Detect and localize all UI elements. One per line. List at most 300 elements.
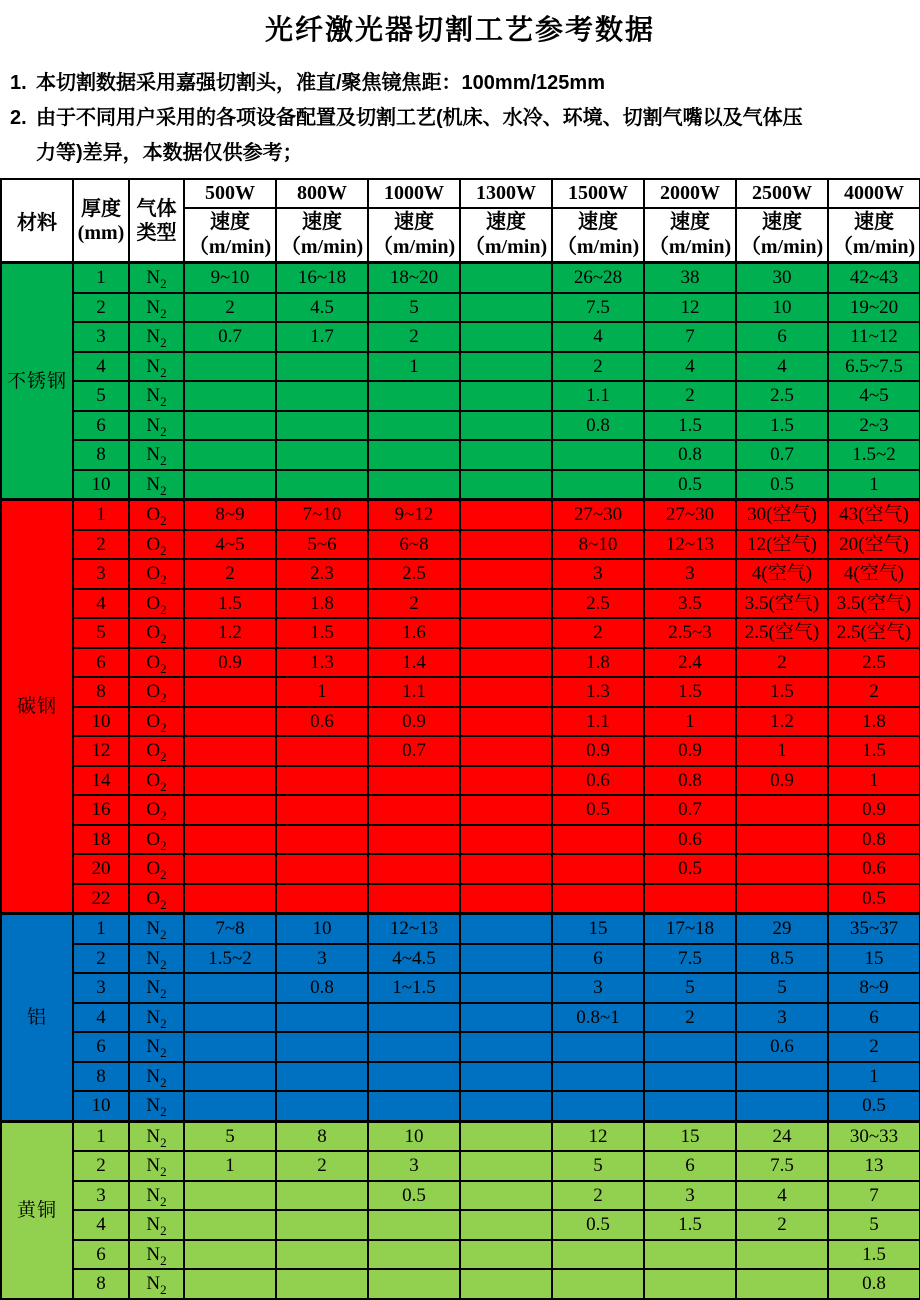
note-2-text-line1: 由于不同用户采用的各项设备配置及切割工艺(机床、水冷、环境、切割气嘴以及气体压 <box>36 107 803 129</box>
speed-value-cell <box>460 1121 552 1151</box>
speed-value-cell <box>460 1269 552 1299</box>
speed-value-cell: 1.8 <box>828 707 920 737</box>
table-row <box>1 1210 920 1240</box>
gas-cell: $N_2$ <box>129 1003 184 1033</box>
speed-value-cell <box>368 1269 460 1299</box>
speed-value-cell: 8.5 <box>736 944 828 974</box>
gas-cell: $O_2$ <box>129 736 184 766</box>
table-row <box>1 500 920 530</box>
speed-value-cell <box>368 440 460 470</box>
thickness-cell: 4 <box>73 1210 129 1240</box>
speed-value-cell <box>460 559 552 589</box>
note-1-text: 本切割数据采用嘉强切割头，准直/聚焦镜焦距：100mm/125mm <box>36 72 605 94</box>
thickness-cell: 3 <box>73 322 129 352</box>
speed-value-cell: 3 <box>552 973 644 1003</box>
thickness-cell: 6 <box>73 411 129 441</box>
speed-value-cell: 9~12 <box>368 500 460 530</box>
speed-value-cell: 0.5 <box>368 1181 460 1211</box>
speed-unit: （m/min) <box>740 236 824 258</box>
speed-value-cell: 4 <box>736 352 828 382</box>
speed-value-cell: 0.7 <box>184 322 276 352</box>
speed-value-cell: 0.8 <box>644 766 736 796</box>
gas-cell: $N_2$ <box>129 440 184 470</box>
speed-value-cell <box>736 825 828 855</box>
table-row <box>1 766 920 796</box>
speed-value-cell <box>460 944 552 974</box>
speed-value-cell: 1 <box>276 677 368 707</box>
table-row <box>1 973 920 1003</box>
speed-value-cell <box>460 973 552 1003</box>
speed-value-cell <box>276 854 368 884</box>
speed-value-cell: 3 <box>276 944 368 974</box>
table-row <box>1 1032 920 1062</box>
speed-value-cell: 3 <box>368 1151 460 1181</box>
speed-value-cell <box>460 381 552 411</box>
speed-value-cell: 0.5 <box>736 470 828 500</box>
table-row <box>1 322 920 352</box>
thickness-cell: 3 <box>73 559 129 589</box>
speed-value-cell: 7 <box>644 322 736 352</box>
table-row <box>1 1062 920 1092</box>
speed-value-cell <box>276 1240 368 1270</box>
table-row <box>1 677 920 707</box>
speed-value-cell <box>368 1210 460 1240</box>
table-row <box>1 440 920 470</box>
speed-value-cell <box>276 381 368 411</box>
speed-value-cell: 2 <box>552 1181 644 1211</box>
speed-value-cell <box>460 500 552 530</box>
power-column-header: 4000W <box>828 179 920 208</box>
speed-value-cell <box>276 736 368 766</box>
table-row <box>1 530 920 560</box>
speed-value-cell: 1 <box>828 470 920 500</box>
table-row <box>1 559 920 589</box>
speed-value-cell <box>184 470 276 500</box>
speed-value-cell <box>552 1240 644 1270</box>
speed-value-cell <box>184 766 276 796</box>
speed-value-cell: 1.2 <box>736 707 828 737</box>
speed-value-cell: 2 <box>736 648 828 678</box>
thickness-cell: 1 <box>73 500 129 530</box>
material-label: 碳钢 <box>1 500 73 914</box>
speed-value-cell <box>736 854 828 884</box>
power-column-header: 1500W <box>552 179 644 208</box>
speed-value-cell: 1.5 <box>644 1210 736 1240</box>
speed-value-cell: 4~5 <box>828 381 920 411</box>
thickness-cell: 6 <box>73 1240 129 1270</box>
thickness-cell: 2 <box>73 293 129 323</box>
speed-value-cell <box>644 1032 736 1062</box>
table-row <box>1 1091 920 1121</box>
speed-value-cell <box>460 530 552 560</box>
speed-value-cell: 8 <box>276 1121 368 1151</box>
speed-value-cell: 2.5 <box>552 589 644 619</box>
gas-cell: $N_2$ <box>129 322 184 352</box>
speed-value-cell <box>368 884 460 914</box>
speed-value-cell <box>736 1062 828 1092</box>
speed-value-cell: 1.5 <box>828 736 920 766</box>
speed-value-cell: 29 <box>736 914 828 944</box>
table-row <box>1 736 920 766</box>
speed-value-cell: 2 <box>644 1003 736 1033</box>
material-label: 不锈钢 <box>1 263 73 500</box>
gas-cell: $N_2$ <box>129 944 184 974</box>
table-row <box>1 854 920 884</box>
power-column-header: 500W <box>184 179 276 208</box>
speed-label: 速度 <box>854 211 894 233</box>
speed-value-cell: 30 <box>736 263 828 293</box>
speed-value-cell <box>368 470 460 500</box>
speed-value-cell <box>368 766 460 796</box>
speed-value-cell: 6 <box>552 944 644 974</box>
speed-value-cell: 2 <box>184 293 276 323</box>
speed-column-subheader <box>828 208 920 263</box>
speed-unit: （m/min) <box>648 236 732 258</box>
speed-column-subheader <box>736 208 828 263</box>
speed-value-cell: 1.4 <box>368 648 460 678</box>
gas-cell: $O_2$ <box>129 707 184 737</box>
speed-column-subheader <box>184 208 276 263</box>
speed-value-cell <box>552 1062 644 1092</box>
speed-value-cell: 0.8 <box>276 973 368 1003</box>
speed-value-cell: 12 <box>644 293 736 323</box>
speed-value-cell: 0.6 <box>828 854 920 884</box>
speed-value-cell: 4(空气) <box>828 559 920 589</box>
speed-value-cell <box>184 677 276 707</box>
table-row <box>1 1003 920 1033</box>
speed-value-cell <box>368 825 460 855</box>
speed-value-cell: 2.5 <box>828 648 920 678</box>
speed-value-cell: 2.5(空气) <box>828 618 920 648</box>
gas-cell: $O_2$ <box>129 500 184 530</box>
speed-value-cell: 4~5 <box>184 530 276 560</box>
speed-value-cell <box>644 1062 736 1092</box>
speed-value-cell: 1 <box>828 766 920 796</box>
gas-cell: $N_2$ <box>129 263 184 293</box>
speed-value-cell: 1.7 <box>276 322 368 352</box>
speed-value-cell <box>552 854 644 884</box>
speed-value-cell <box>184 352 276 382</box>
thickness-cell: 10 <box>73 707 129 737</box>
speed-value-cell <box>736 1091 828 1121</box>
speed-value-cell: 2 <box>736 1210 828 1240</box>
speed-value-cell: 3.5(空气) <box>828 589 920 619</box>
speed-value-cell: 35~37 <box>828 914 920 944</box>
speed-value-cell <box>552 470 644 500</box>
note-1 <box>10 66 916 101</box>
speed-value-cell <box>552 1032 644 1062</box>
speed-value-cell: 0.8 <box>644 440 736 470</box>
notes-block <box>10 66 916 171</box>
speed-value-cell <box>460 618 552 648</box>
speed-value-cell: 2 <box>552 618 644 648</box>
speed-value-cell <box>276 795 368 825</box>
speed-value-cell <box>460 1240 552 1270</box>
speed-value-cell: 1 <box>184 1151 276 1181</box>
speed-value-cell: 1.8 <box>276 589 368 619</box>
speed-value-cell <box>184 1062 276 1092</box>
speed-value-cell: 0.5 <box>644 470 736 500</box>
speed-value-cell: 0.9 <box>828 795 920 825</box>
speed-value-cell: 1.5 <box>828 1240 920 1270</box>
speed-value-cell: 30~33 <box>828 1121 920 1151</box>
speed-value-cell <box>460 1151 552 1181</box>
speed-value-cell: 42~43 <box>828 263 920 293</box>
speed-value-cell: 4~4.5 <box>368 944 460 974</box>
speed-value-cell: 3 <box>644 559 736 589</box>
speed-value-cell: 2 <box>368 322 460 352</box>
thickness-cell: 12 <box>73 736 129 766</box>
speed-value-cell: 8~10 <box>552 530 644 560</box>
speed-value-cell <box>276 1181 368 1211</box>
speed-value-cell: 15 <box>828 944 920 974</box>
speed-value-cell: 10 <box>368 1121 460 1151</box>
speed-unit: （m/min) <box>464 236 548 258</box>
thickness-cell: 22 <box>73 884 129 914</box>
speed-value-cell <box>184 1210 276 1240</box>
speed-label: 速度 <box>486 211 526 233</box>
speed-label: 速度 <box>762 211 802 233</box>
speed-value-cell: 1.6 <box>368 618 460 648</box>
speed-value-cell <box>460 589 552 619</box>
material-label: 铝 <box>1 914 73 1122</box>
gas-cell: $O_2$ <box>129 530 184 560</box>
speed-value-cell: 7 <box>828 1181 920 1211</box>
speed-value-cell: 2.5(空气) <box>736 618 828 648</box>
gas-cell: $N_2$ <box>129 973 184 1003</box>
speed-value-cell: 2.3 <box>276 559 368 589</box>
material-column-header: 材料 <box>1 179 73 263</box>
speed-value-cell: 1.5~2 <box>828 440 920 470</box>
thickness-cell: 3 <box>73 973 129 1003</box>
speed-value-cell <box>184 825 276 855</box>
speed-value-cell <box>460 884 552 914</box>
speed-value-cell <box>460 677 552 707</box>
speed-value-cell: 0.5 <box>644 854 736 884</box>
gas-cell: $N_2$ <box>129 1032 184 1062</box>
speed-value-cell: 1.5 <box>644 411 736 441</box>
thickness-cell: 6 <box>73 1032 129 1062</box>
speed-value-cell: 0.8 <box>828 825 920 855</box>
speed-value-cell: 1 <box>368 352 460 382</box>
speed-label: 速度 <box>578 211 618 233</box>
speed-value-cell: 4 <box>736 1181 828 1211</box>
speed-value-cell: 0.6 <box>552 766 644 796</box>
speed-value-cell: 2 <box>828 677 920 707</box>
speed-label: 速度 <box>394 211 434 233</box>
gas-cell: $O_2$ <box>129 795 184 825</box>
speed-value-cell: 2 <box>644 381 736 411</box>
speed-label: 速度 <box>210 211 250 233</box>
speed-value-cell <box>460 707 552 737</box>
speed-value-cell: 10 <box>736 293 828 323</box>
power-column-header: 1300W <box>460 179 552 208</box>
speed-value-cell: 17~18 <box>644 914 736 944</box>
table-row <box>1 825 920 855</box>
gas-cell: $O_2$ <box>129 677 184 707</box>
speed-value-cell <box>460 736 552 766</box>
table-row <box>1 411 920 441</box>
speed-value-cell <box>460 470 552 500</box>
table-row <box>1 589 920 619</box>
speed-value-cell: 2.5~3 <box>644 618 736 648</box>
table-row <box>1 884 920 914</box>
gas-cell: $N_2$ <box>129 1210 184 1240</box>
speed-value-cell <box>736 1269 828 1299</box>
thickness-cell: 4 <box>73 1003 129 1033</box>
speed-value-cell: 7~8 <box>184 914 276 944</box>
speed-value-cell <box>368 854 460 884</box>
speed-value-cell: 2 <box>368 589 460 619</box>
speed-value-cell <box>368 1062 460 1092</box>
speed-value-cell: 7.5 <box>644 944 736 974</box>
speed-value-cell: 2.5 <box>368 559 460 589</box>
speed-value-cell: 1.8 <box>552 648 644 678</box>
speed-value-cell: 6 <box>736 322 828 352</box>
speed-value-cell <box>184 1003 276 1033</box>
speed-value-cell <box>368 1032 460 1062</box>
speed-value-cell: 6.5~7.5 <box>828 352 920 382</box>
speed-value-cell <box>460 1210 552 1240</box>
speed-value-cell <box>184 884 276 914</box>
gas-cell: $N_2$ <box>129 1091 184 1121</box>
speed-value-cell <box>552 1091 644 1121</box>
gas-cell: $N_2$ <box>129 352 184 382</box>
speed-value-cell: 1.3 <box>276 648 368 678</box>
gas-cell: $O_2$ <box>129 854 184 884</box>
speed-value-cell: 27~30 <box>644 500 736 530</box>
speed-value-cell <box>644 1269 736 1299</box>
speed-value-cell: 9~10 <box>184 263 276 293</box>
thickness-cell: 10 <box>73 470 129 500</box>
speed-value-cell: 43(空气) <box>828 500 920 530</box>
speed-value-cell: 1 <box>644 707 736 737</box>
gas-cell: $N_2$ <box>129 1240 184 1270</box>
speed-value-cell: 1.3 <box>552 677 644 707</box>
speed-value-cell <box>552 1269 644 1299</box>
gas-cell: $N_2$ <box>129 381 184 411</box>
speed-value-cell: 4 <box>552 322 644 352</box>
speed-value-cell: 1.1 <box>552 381 644 411</box>
speed-value-cell <box>460 1091 552 1121</box>
speed-value-cell <box>184 707 276 737</box>
gas-cell: $O_2$ <box>129 589 184 619</box>
power-column-header: 2500W <box>736 179 828 208</box>
speed-value-cell: 2.5 <box>736 381 828 411</box>
table-row <box>1 1121 920 1151</box>
speed-value-cell: 0.8 <box>828 1269 920 1299</box>
speed-value-cell: 3.5 <box>644 589 736 619</box>
speed-value-cell <box>460 1003 552 1033</box>
speed-value-cell <box>276 352 368 382</box>
speed-value-cell: 1.5 <box>184 589 276 619</box>
speed-value-cell: 10 <box>276 914 368 944</box>
speed-value-cell: 7.5 <box>736 1151 828 1181</box>
speed-value-cell: 30(空气) <box>736 500 828 530</box>
speed-value-cell <box>368 1003 460 1033</box>
speed-value-cell: 4(空气) <box>736 559 828 589</box>
speed-value-cell <box>184 1269 276 1299</box>
speed-value-cell: 12 <box>552 1121 644 1151</box>
thickness-cell: 4 <box>73 589 129 619</box>
power-column-header: 800W <box>276 179 368 208</box>
table-row <box>1 1269 920 1299</box>
speed-value-cell <box>552 884 644 914</box>
speed-value-cell: 5 <box>368 293 460 323</box>
thickness-cell: 16 <box>73 795 129 825</box>
gas-cell: $N_2$ <box>129 1062 184 1092</box>
thickness-cell: 8 <box>73 440 129 470</box>
table-body <box>1 263 920 1299</box>
gas-cell: $O_2$ <box>129 825 184 855</box>
speed-value-cell <box>460 854 552 884</box>
speed-value-cell: 5 <box>184 1121 276 1151</box>
speed-value-cell: 8~9 <box>184 500 276 530</box>
speed-value-cell: 3.5(空气) <box>736 589 828 619</box>
thickness-cell: 20 <box>73 854 129 884</box>
speed-unit: （m/min) <box>280 236 364 258</box>
thickness-cell: 2 <box>73 1151 129 1181</box>
speed-value-cell: 0.5 <box>552 1210 644 1240</box>
gas-cell: $O_2$ <box>129 648 184 678</box>
table-row <box>1 293 920 323</box>
thickness-cell: 5 <box>73 381 129 411</box>
speed-value-cell: 0.7 <box>736 440 828 470</box>
speed-label: 速度 <box>302 211 342 233</box>
speed-column-subheader <box>552 208 644 263</box>
speed-value-cell <box>184 1091 276 1121</box>
thickness-cell: 5 <box>73 618 129 648</box>
thickness-cell: 3 <box>73 1181 129 1211</box>
speed-value-cell: 2 <box>276 1151 368 1181</box>
gas-cell: $N_2$ <box>129 470 184 500</box>
speed-value-cell <box>276 1062 368 1092</box>
speed-value-cell <box>276 1091 368 1121</box>
speed-value-cell <box>184 1240 276 1270</box>
speed-value-cell <box>184 854 276 884</box>
speed-value-cell: 1.1 <box>552 707 644 737</box>
speed-value-cell: 0.9 <box>644 736 736 766</box>
table-row <box>1 1240 920 1270</box>
speed-value-cell <box>276 884 368 914</box>
speed-value-cell: 4.5 <box>276 293 368 323</box>
speed-value-cell: 1.5 <box>736 411 828 441</box>
speed-value-cell <box>276 766 368 796</box>
speed-value-cell <box>184 736 276 766</box>
thickness-cell: 1 <box>73 1121 129 1151</box>
speed-value-cell: 3 <box>644 1181 736 1211</box>
speed-value-cell <box>460 795 552 825</box>
thickness-cell: 18 <box>73 825 129 855</box>
speed-value-cell <box>460 1181 552 1211</box>
speed-value-cell <box>184 440 276 470</box>
table-row <box>1 381 920 411</box>
thickness-cell: 8 <box>73 1269 129 1299</box>
speed-value-cell <box>184 795 276 825</box>
gas-cell: $N_2$ <box>129 293 184 323</box>
thickness-cell: 2 <box>73 530 129 560</box>
speed-value-cell <box>460 1062 552 1092</box>
speed-value-cell <box>276 470 368 500</box>
speed-value-cell: 1.5 <box>644 677 736 707</box>
speed-value-cell: 0.8 <box>552 411 644 441</box>
speed-unit: （m/min) <box>832 236 916 258</box>
speed-value-cell <box>460 440 552 470</box>
speed-value-cell <box>460 914 552 944</box>
table-row <box>1 1151 920 1181</box>
speed-value-cell <box>644 1240 736 1270</box>
speed-value-cell: 12~13 <box>368 914 460 944</box>
